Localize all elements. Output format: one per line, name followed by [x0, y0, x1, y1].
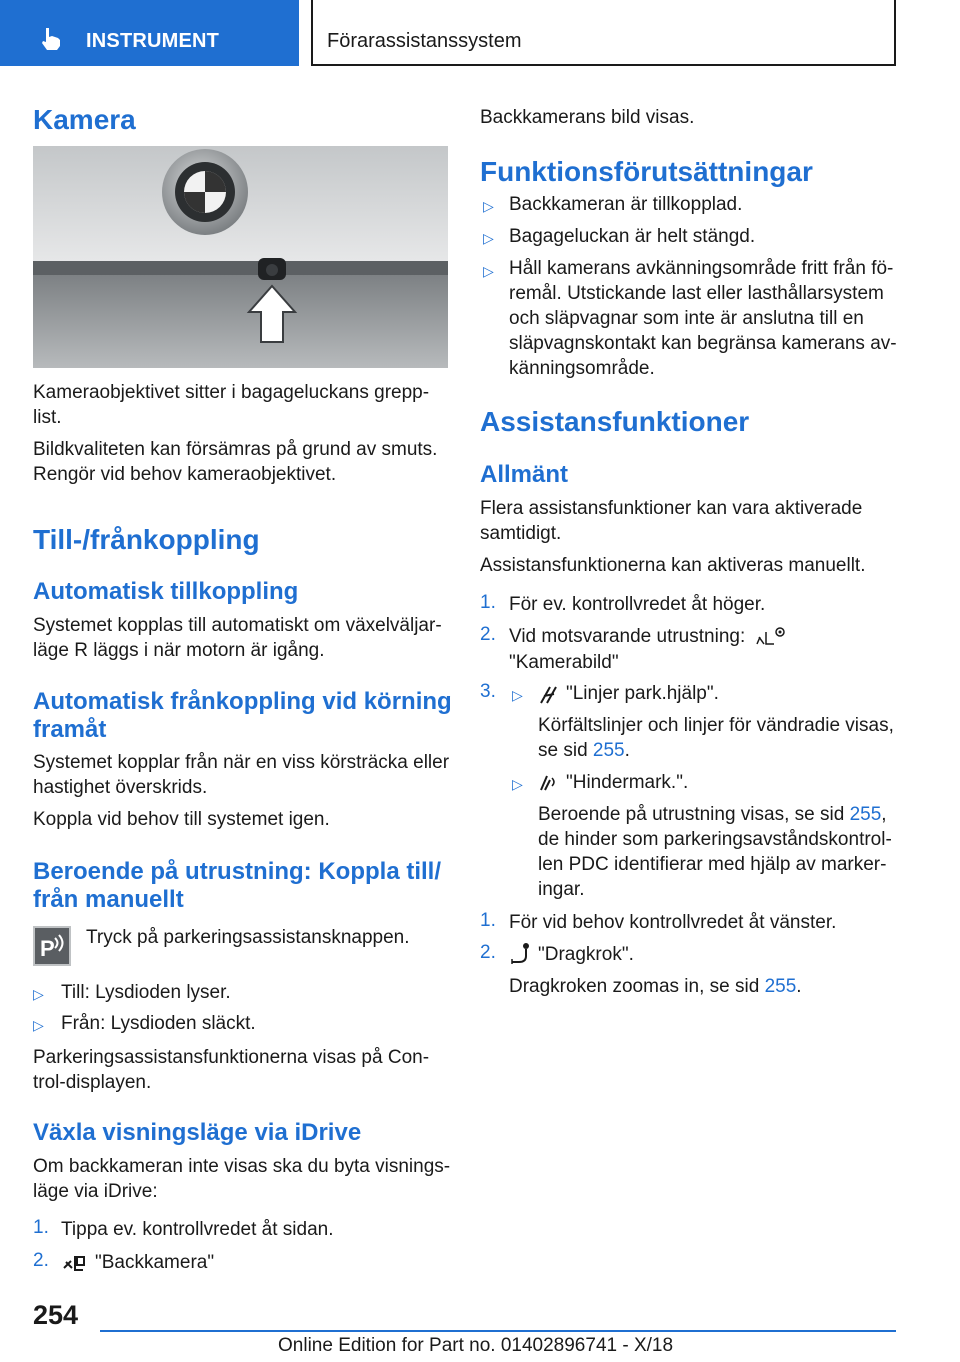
bullet-till: Till: Lysdioden lyser.: [61, 982, 231, 1003]
punct: .: [796, 976, 802, 997]
sub-step-text: de hinder som parkeringsavståndskontrol- len PDC identifierar med hjälp av marker- ingar.: [538, 829, 892, 900]
step-text: Vid motsvarande utrustning:: [509, 626, 746, 647]
auto-fran-paragraph-2: Koppla vid behov till systemet igen.: [33, 809, 330, 830]
kamera-paragraph-2: Bildkvaliteten kan försämras på grund av smuts. Rengör vid behov kameraobjektivet.: [33, 439, 438, 485]
punct: ,: [881, 804, 887, 825]
step-number: 1.: [480, 910, 496, 931]
kamera-paragraph-1: Kameraobjektivet sitter i bagageluckans grepp- list.: [33, 382, 430, 428]
step-text: Dragkroken zoomas in, se sid: [509, 976, 765, 997]
sub-step-text: Beroende på utrustning visas, se sid: [538, 804, 850, 825]
chapter-title: Förarassistanssystem: [327, 30, 522, 52]
allmant-paragraph-2: Assistansfunktionerna kan aktiveras manuellt.: [480, 555, 866, 576]
step-number: 1.: [480, 592, 496, 613]
page-ref-link[interactable]: 255: [764, 976, 797, 997]
camera-settings-icon: [754, 624, 788, 648]
punct: .: [624, 740, 630, 761]
heading-funktionsforutsattningar: Funktionsförutsättningar: [480, 156, 813, 187]
heading-till-fran: Till-/frånkoppling: [33, 524, 260, 555]
step-number: 2.: [480, 624, 496, 645]
bullet-triangle-icon: ▷: [483, 230, 494, 246]
intro-paragraph: Backkamerans bild visas.: [480, 107, 695, 128]
idrive-paragraph: Om backkameran inte visas ska du byta visnings- läge via iDrive:: [33, 1156, 451, 1202]
bullet-fran: Från: Lysdioden släckt.: [61, 1013, 256, 1034]
park-assist-button-icon: [33, 926, 71, 966]
step-number: 2.: [480, 942, 496, 963]
backkamera-icon: [61, 1252, 87, 1274]
bullet-triangle-icon: ▷: [483, 263, 494, 279]
heading-auto-till: Automatisk tillkoppling: [33, 578, 299, 605]
heading-manuellt: Beroende på utrustning: Koppla till/ från manuellt: [33, 858, 441, 913]
step-text: "Kamerabild": [509, 652, 619, 673]
sub-step-text: "Linjer park.hjälp".: [566, 683, 719, 704]
obstacle-marking-icon: [538, 770, 560, 792]
condition-item: Håll kamerans avkänningsområde fritt från fö- remål. Utstickande last eller lasthållarsystem och släpvagnar som inte är anslutna till en släpvagnskontakt kan begränsa kamerans av- känningsområde.: [509, 258, 897, 379]
camera-illustration: [33, 146, 448, 368]
bullet-triangle-icon: ▷: [33, 1017, 44, 1033]
step-number: 1.: [33, 1217, 49, 1238]
heading-allmant: Allmänt: [480, 461, 569, 488]
step-number: 3.: [480, 681, 496, 702]
step-description: [509, 974, 802, 999]
heading-kamera: Kamera: [33, 104, 136, 135]
bullet-triangle-icon: ▷: [33, 986, 44, 1002]
step-text: För ev. kontrollvredet åt höger.: [509, 594, 766, 615]
step-text: "Backkamera": [95, 1252, 215, 1273]
edition-text: Online Edition for Part no. 01402896741 - X/18: [278, 1335, 674, 1356]
svg-text:P: P: [40, 936, 55, 961]
camera-photo: [33, 146, 448, 368]
heading-auto-fran: Automatisk frånkoppling vid körning framåt: [33, 688, 452, 743]
sub-step-text: "Hindermark.".: [566, 772, 689, 793]
step-text: Tippa ev. kontrollvredet åt sidan.: [61, 1219, 334, 1240]
sub-step-description: [538, 713, 898, 763]
allmant-paragraph-1: Flera assistansfunktioner kan vara aktiverade samtidigt.: [480, 498, 863, 544]
hand-pointer-icon: [38, 26, 64, 52]
footer-divider: [100, 1330, 896, 1332]
condition-item: Backkameran är tillkopplad.: [509, 194, 743, 215]
park-paragraph: Parkeringsassistansfunktionerna visas på Con- trol-displayen.: [33, 1047, 430, 1093]
bullet-triangle-icon: ▷: [512, 776, 523, 792]
step-number: 2.: [33, 1250, 49, 1271]
bullet-triangle-icon: ▷: [512, 687, 523, 703]
sub-step-text: Körfältslinjer och linjer för vändradie visas,: [538, 715, 894, 736]
section-tab[interactable]: [0, 0, 299, 66]
page-header: [0, 0, 960, 66]
sub-step-text: se sid: [538, 740, 593, 761]
bullet-triangle-icon: ▷: [483, 198, 494, 214]
page-number: 254: [33, 1300, 79, 1330]
manuellt-paragraph: Tryck på parkeringsassistansknappen.: [86, 927, 410, 948]
step-text: "Dragkrok".: [538, 944, 634, 965]
parking-lines-icon: [538, 683, 560, 705]
condition-item: Bagageluckan är helt stängd.: [509, 226, 756, 247]
tow-hook-icon: [509, 942, 533, 966]
step-text: För vid behov kontrollvredet åt vänster.: [509, 912, 837, 933]
page-ref-link[interactable]: 255: [849, 804, 882, 825]
auto-fran-paragraph-1: Systemet kopplar från när en viss körsträcka eller hastighet överskrids.: [33, 752, 450, 798]
sub-step-description: [538, 802, 898, 902]
heading-assistansfunktioner: Assistansfunktioner: [480, 406, 750, 437]
section-label: INSTRUMENT: [86, 30, 220, 52]
page-ref-link[interactable]: 255: [592, 740, 625, 761]
heading-idrive: Växla visningsläge via iDrive: [33, 1119, 362, 1146]
chapter-title-box: [311, 0, 896, 66]
auto-till-paragraph: Systemet kopplas till automatiskt om växelväljar- läge R läggs i när motorn är igång.: [33, 615, 442, 661]
